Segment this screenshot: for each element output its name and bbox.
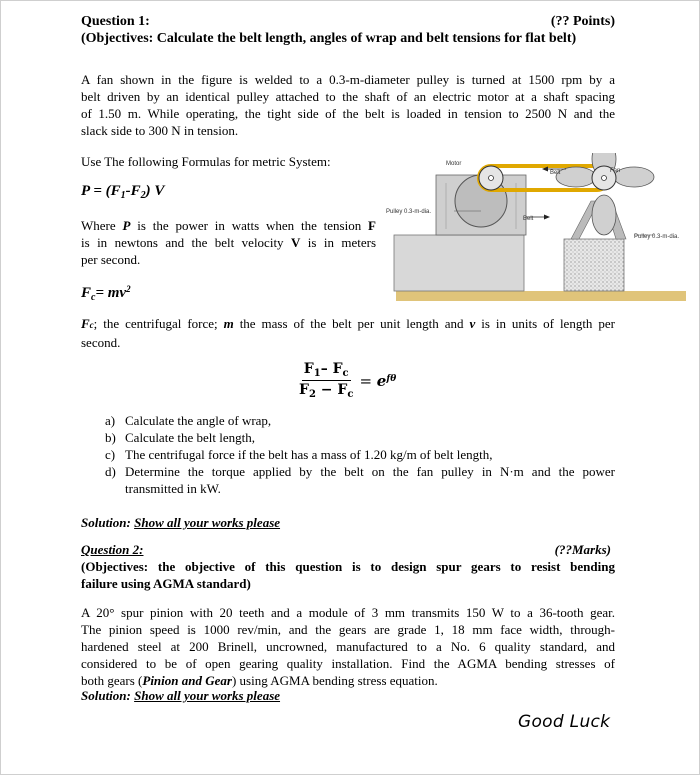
q2-header xyxy=(81,541,611,558)
q1-header xyxy=(81,13,615,30)
motor-base xyxy=(394,235,524,291)
q1-objectives: (Objectives: Calculate the belt length, angles of wrap and belt tensions for flat belt) xyxy=(81,31,577,46)
centrifugal-formula: $F_c= mv^2$ xyxy=(81,284,131,303)
q2-body-line: considered to be of open gearing quality installation. Find the AGMA bending stresses of xyxy=(81,656,615,671)
q2-solution-text: Show all your works please xyxy=(134,688,281,703)
q1-intro-line: belt driven by an identical pulley attached to the shaft of an electric motor at a shaft spacing xyxy=(81,89,615,104)
task-list xyxy=(105,412,615,497)
q1-intro-line: A fan shown in the figure is welded to a 0.3-m-diameter pulley is turned at 1500 rpm by a xyxy=(81,72,615,87)
floor-plate xyxy=(396,291,686,301)
q2-body-line: hardened steel at 200 Brinell, uncrowned, manufactured to a No. 6 quality standard, and xyxy=(81,639,615,654)
fan-blade xyxy=(556,167,596,187)
formulas-heading: Use The following Formulas for metric System: xyxy=(81,154,331,169)
figure-fan-label: Fan xyxy=(610,168,621,174)
centrifugal-desc xyxy=(81,315,615,351)
where-line: Where P is the power in watts when the tension F xyxy=(81,218,376,233)
ratio-denominator: $F_2 - F_c$ xyxy=(299,382,354,400)
q2-body-line: A 20° spur pinion with 20 teeth and a module of 3 mm transmits 150 W to a 36-tooth gear. xyxy=(81,605,615,620)
q2-objectives: (Objectives: the objective of this question is to design spur gears to resist bending failure using AGMA standard) xyxy=(81,559,615,591)
q1-intro-line: slack side to 300 N in tension. xyxy=(81,123,239,138)
q2-marks: (??Marks) xyxy=(554,542,611,557)
figure-pulley-right-label: Pulley 0.3-m-dia. xyxy=(634,234,680,240)
q2-solution xyxy=(81,687,280,704)
q2-title: Question 2: xyxy=(81,542,144,557)
where-line: is in newtons and the belt velocity V is in meters xyxy=(81,235,377,250)
task-item-continued: transmitted in kW. xyxy=(125,481,221,496)
where-line: per second. xyxy=(81,252,141,267)
q1-title: Question 1: xyxy=(81,14,150,29)
q2-body xyxy=(81,604,615,689)
power-formula: $P = (F_1-F_2)$ V xyxy=(81,183,165,201)
q1-points: (?? Points) xyxy=(550,14,615,29)
q2-body-line: both gears (Pinion and Gear) using AGMA bending stress equation. xyxy=(81,673,438,688)
figure-pulley-left-label: Pulley 0.3-m-dia. xyxy=(386,209,432,215)
q1-solution-text: Show all your works please xyxy=(134,515,281,530)
q2-solution-label: Solution: xyxy=(81,688,131,703)
task-item: a) Calculate the angle of wrap, xyxy=(105,413,272,428)
q1-intro xyxy=(81,71,615,139)
task-item: c) The centrifugal force if the belt has a mass of 1.20 kg/m of belt length, xyxy=(105,447,493,462)
q1-solution xyxy=(81,514,280,531)
good-luck-signature: Good Luck xyxy=(518,712,611,732)
fan-pedestal xyxy=(564,239,624,291)
tension-ratio-fraction xyxy=(297,361,355,400)
fan-blade xyxy=(592,195,616,235)
figure-belt-top-label: Belt xyxy=(550,170,561,176)
tension-ratio-equation xyxy=(297,361,396,400)
task-item: d) Determine the torque applied by the belt on the fan pulley in N·m and the power xyxy=(105,464,615,479)
centrifugal-desc-line: Fc; the centrifugal force; m the mass of the belt per unit length and v is in units of length per xyxy=(81,316,615,331)
q1-solution-label: Solution: xyxy=(81,515,131,530)
where-text xyxy=(81,217,376,268)
ratio-rhs: = $e^{f\theta}$ xyxy=(359,371,397,390)
figure-motor-label: Motor xyxy=(446,161,462,167)
belt-drive-figure xyxy=(386,153,696,303)
q2-body-line: The pinion speed is 1000 rev/min, and the gears are grade 1, 18 mm face width, through- xyxy=(81,622,615,637)
task-item: b) Calculate the belt length, xyxy=(105,430,255,445)
centrifugal-desc-line: second. xyxy=(81,335,121,350)
ratio-numerator: $F_1-$ $F_c$ xyxy=(303,361,349,379)
q1-intro-line: of 1.50 m. While operating, the tight side of the belt is loaded in tension to 2500 N and the xyxy=(81,106,615,121)
figure-belt-bottom-label: Belt xyxy=(523,216,534,222)
